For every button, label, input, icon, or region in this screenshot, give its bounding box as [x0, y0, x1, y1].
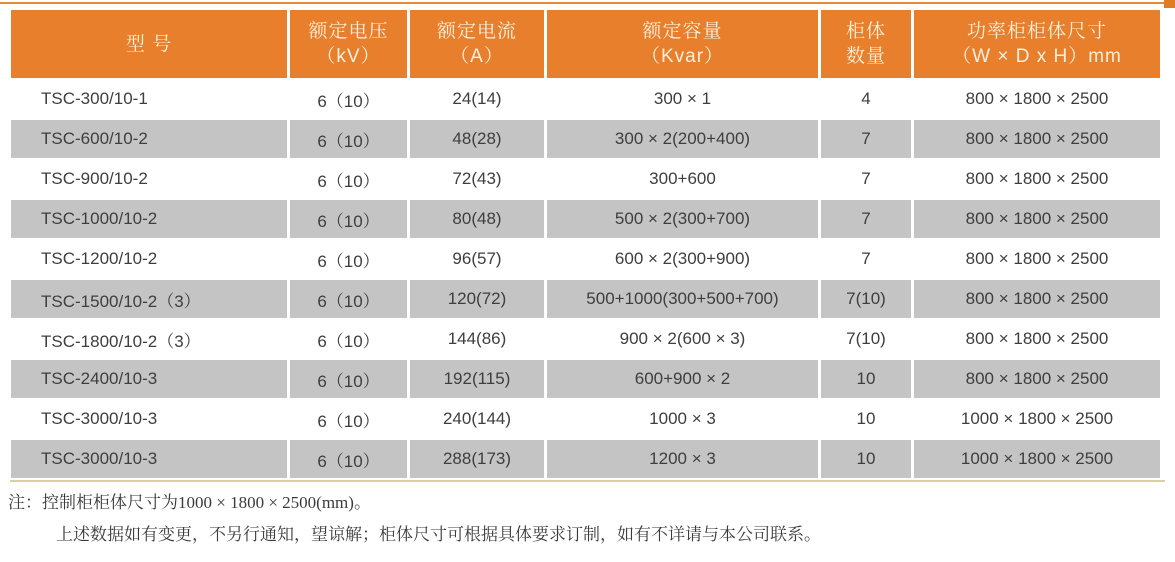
cell-capacity: 600+900 × 2 — [547, 360, 818, 398]
cell-cabinets: 10 — [821, 360, 911, 398]
cell-cabinets: 7 — [821, 120, 911, 158]
cell-voltage: 6（10） — [290, 360, 407, 398]
cell-dimensions: 800 × 1800 × 2500 — [914, 240, 1160, 278]
cell-voltage: 6（10） — [290, 320, 407, 358]
cell-model: TSC-3000/10-3 — [11, 400, 287, 438]
column-header-line1: 额定电压 — [308, 21, 389, 42]
cell-voltage: 6（10） — [290, 200, 407, 238]
spec-table-wrap — [8, 8, 1165, 482]
cell-model: TSC-300/10-1 — [11, 80, 287, 118]
cell-voltage: 6（10） — [290, 160, 407, 198]
cell-dimensions: 800 × 1800 × 2500 — [914, 320, 1160, 358]
cell-model: TSC-1800/10-2（3） — [11, 320, 287, 358]
cell-model: TSC-1200/10-2 — [11, 240, 287, 278]
cell-dimensions: 800 × 1800 × 2500 — [914, 80, 1160, 118]
cell-voltage: 6（10） — [290, 280, 407, 318]
cell-capacity: 900 × 2(600 × 3) — [547, 320, 818, 358]
cell-cabinets: 7 — [821, 240, 911, 278]
table-header-row — [11, 10, 1160, 78]
column-header-capacity — [547, 10, 818, 78]
cell-current: 80(48) — [410, 200, 544, 238]
table-row — [11, 400, 1160, 438]
table-row — [11, 200, 1160, 238]
column-header-line2: 数量 — [845, 46, 886, 67]
note-line-2: 上述数据如有变更，不另行通知，望谅解；柜体尺寸可根据具体要求订制，如有不详请与本公司联系。 — [56, 525, 821, 544]
cell-current: 72(43) — [410, 160, 544, 198]
cell-dimensions: 800 × 1800 × 2500 — [914, 200, 1160, 238]
cell-cabinets: 7 — [821, 200, 911, 238]
cell-capacity: 500+1000(300+500+700) — [547, 280, 818, 318]
column-header-model — [11, 10, 287, 78]
column-header-line1: 功率柜柜体尺寸 — [966, 21, 1107, 42]
table-row — [11, 120, 1160, 158]
table-notes — [8, 490, 821, 548]
cell-capacity: 500 × 2(300+700) — [547, 200, 818, 238]
table-row — [11, 280, 1160, 318]
note-line-1: 注：控制柜柜体尺寸为1000 × 1800 × 2500(mm)。 — [8, 493, 371, 512]
cell-capacity: 1200 × 3 — [547, 440, 818, 478]
cell-cabinets: 7(10) — [821, 320, 911, 358]
column-header-line1: 柜体 — [845, 21, 886, 42]
cell-dimensions: 800 × 1800 × 2500 — [914, 120, 1160, 158]
column-header-line1: 型 号 — [125, 33, 173, 55]
column-header-line1: 额定电流 — [436, 21, 517, 42]
cell-current: 48(28) — [410, 120, 544, 158]
bottom-tan-rule — [10, 480, 1165, 482]
top-orange-rule — [0, 2, 1175, 4]
column-header-current — [410, 10, 544, 78]
cell-capacity: 1000 × 3 — [547, 400, 818, 438]
cell-voltage: 6（10） — [290, 440, 407, 478]
cell-capacity: 300+600 — [547, 160, 818, 198]
table-row — [11, 320, 1160, 358]
cell-current: 240(144) — [410, 400, 544, 438]
column-header-voltage — [290, 10, 407, 78]
table-row — [11, 80, 1160, 118]
cell-cabinets: 7 — [821, 160, 911, 198]
cell-dimensions: 800 × 1800 × 2500 — [914, 160, 1160, 198]
cell-capacity: 600 × 2(300+900) — [547, 240, 818, 278]
table-row — [11, 240, 1160, 278]
cell-voltage: 6（10） — [290, 400, 407, 438]
cell-current: 192(115) — [410, 360, 544, 398]
cell-voltage: 6（10） — [290, 80, 407, 118]
cell-current: 24(14) — [410, 80, 544, 118]
cell-model: TSC-1000/10-2 — [11, 200, 287, 238]
cell-current: 120(72) — [410, 280, 544, 318]
table-row — [11, 440, 1160, 478]
cell-dimensions: 1000 × 1800 × 2500 — [914, 400, 1160, 438]
cell-cabinets: 10 — [821, 440, 911, 478]
cell-dimensions: 1000 × 1800 × 2500 — [914, 440, 1160, 478]
cell-dimensions: 800 × 1800 × 2500 — [914, 280, 1160, 318]
cell-cabinets: 4 — [821, 80, 911, 118]
table-row — [11, 360, 1160, 398]
corner-orange-mark — [1164, 0, 1175, 8]
cell-voltage: 6（10） — [290, 240, 407, 278]
column-header-line2: （Kvar） — [640, 46, 725, 67]
cell-capacity: 300 × 2(200+400) — [547, 120, 818, 158]
cell-dimensions: 800 × 1800 × 2500 — [914, 360, 1160, 398]
column-header-line2: （kV） — [316, 46, 381, 67]
cell-voltage: 6（10） — [290, 120, 407, 158]
cell-model: TSC-3000/10-3 — [11, 440, 287, 478]
column-header-cabinets — [821, 10, 911, 78]
cell-capacity: 300 × 1 — [547, 80, 818, 118]
cell-current: 288(173) — [410, 440, 544, 478]
cell-model: TSC-900/10-2 — [11, 160, 287, 198]
table-row — [11, 160, 1160, 198]
cell-model: TSC-600/10-2 — [11, 120, 287, 158]
cell-current: 144(86) — [410, 320, 544, 358]
column-header-line1: 额定容量 — [642, 21, 723, 42]
cell-current: 96(57) — [410, 240, 544, 278]
cell-cabinets: 10 — [821, 400, 911, 438]
cell-model: TSC-1500/10-2（3） — [11, 280, 287, 318]
cell-cabinets: 7(10) — [821, 280, 911, 318]
spec-table — [8, 8, 1163, 480]
column-header-line2: （W × D x H）mm — [952, 46, 1122, 67]
column-header-dimensions — [914, 10, 1160, 78]
column-header-line2: （A） — [450, 46, 504, 67]
cell-model: TSC-2400/10-3 — [11, 360, 287, 398]
